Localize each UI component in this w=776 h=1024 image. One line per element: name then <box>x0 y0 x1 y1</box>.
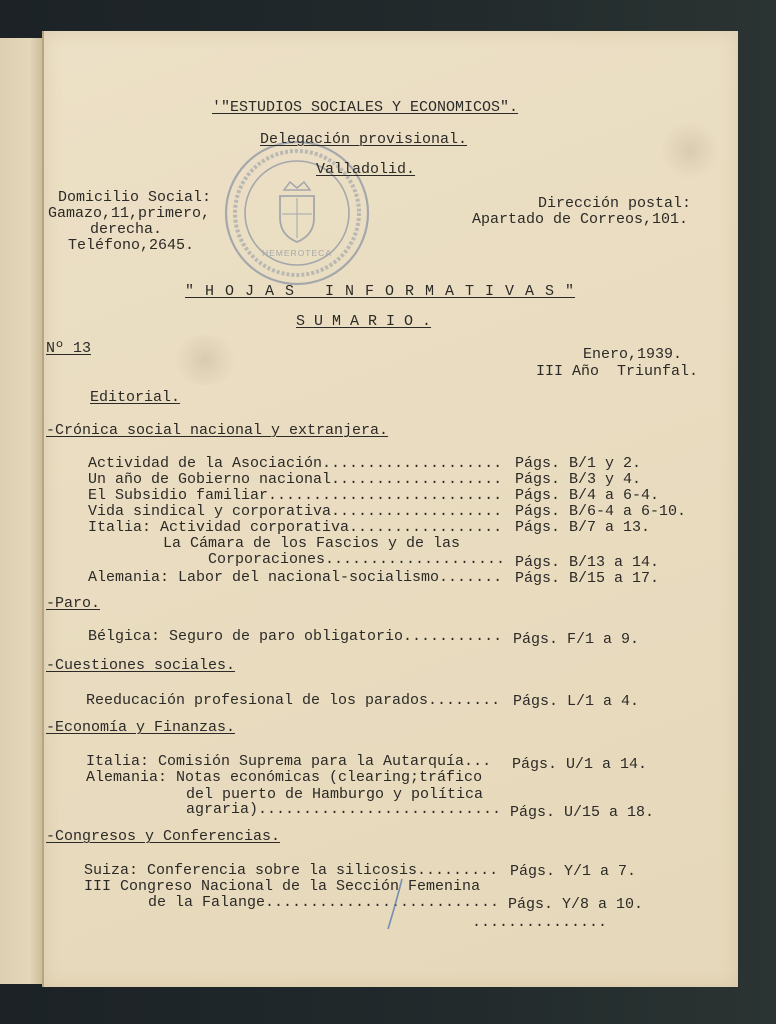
postal-label: Dirección postal: <box>538 195 692 212</box>
toc-entry-pages: Págs. B/7 a 13. <box>515 519 651 536</box>
toc-entry-title: Actividad de la Asociación.................... <box>88 456 503 472</box>
summary-heading: S U M A R I O . <box>296 313 432 330</box>
toc-entry-title: Vida sindical y corporativa................... <box>88 504 503 520</box>
toc-entry-title: Reeducación profesional de los parados........ <box>86 693 501 709</box>
toc-entry-pages: Págs. B/13 a 14. <box>515 554 660 571</box>
toc-entry-pages: Págs. Y/8 a 10. <box>508 896 644 913</box>
toc-entry-pages: Págs. B/4 a 6-4. <box>515 487 660 504</box>
toc-entry-pages: Págs. Y/1 a 7. <box>510 863 637 880</box>
city-line: Valladolid. <box>316 161 416 178</box>
delegation-line: Delegación provisional. <box>260 131 468 148</box>
issue-era: III Año Triunfal. <box>536 363 699 380</box>
postal-box: Apartado de Correos,101. <box>472 211 689 228</box>
toc-entry-title: Italia: Comisión Suprema para la Autarquía... <box>86 754 492 770</box>
toc-entry-pages: Págs. B/15 a 17. <box>515 570 660 587</box>
trailing-leader-dots: ............... <box>472 914 608 931</box>
phone-number: Teléfono,2645. <box>68 237 195 254</box>
publication-name: " H O J A S I N F O R M A T I V A S " <box>185 283 576 300</box>
toc-editorial: Editorial. <box>90 389 181 406</box>
toc-entry-title: Bélgica: Seguro de paro obligatorio........... <box>88 629 503 645</box>
toc-entry-title: Un año de Gobierno nacional................... <box>88 472 503 488</box>
toc-entry-pages: Págs. U/1 a 14. <box>512 756 648 773</box>
toc-entry-title: La Cámara de los Fascios y de las <box>163 535 461 552</box>
pen-mark <box>380 875 410 935</box>
paper-stain <box>170 335 240 385</box>
toc-entry-pages: Págs. B/6-4 a 6-10. <box>515 503 687 520</box>
toc-entry-title-continuation: de la Falange.......................... <box>148 895 500 911</box>
toc-entry-title-continuation: Corporaciones.................... <box>208 552 506 568</box>
toc-entry-title-continuation: agraria)........................... <box>186 802 502 818</box>
toc-entry-title: Italia: Actividad corporativa................. <box>88 520 503 536</box>
section-heading: -Paro. <box>46 595 101 612</box>
section-heading: -Cuestiones sociales. <box>46 657 236 674</box>
section-heading: -Economía y Finanzas. <box>46 719 236 736</box>
domicilio-street: Gamazo,11,primero, <box>48 205 211 222</box>
toc-entry-title: III Congreso Nacional de la Sección Femenina <box>84 878 481 895</box>
toc-entry-title: Suiza: Conferencia sobre la silicosis......... <box>84 863 499 879</box>
toc-entry-title-continuation: del puerto de Hamburgo y política <box>186 786 484 803</box>
section-heading: -Congresos y Conferencias. <box>46 828 281 845</box>
domicilio-floor: derecha. <box>90 221 163 238</box>
toc-entry-pages: Págs. F/1 a 9. <box>513 631 640 648</box>
paper-stain <box>660 120 720 180</box>
toc-entry-pages: Págs. B/1 y 2. <box>515 455 642 472</box>
stamp-text: HEMEROTECA <box>262 248 332 258</box>
domicilio-label: Domicilio Social: <box>58 189 212 206</box>
toc-entry-title: Alemania: Labor del nacional-socialismo....... <box>88 570 503 586</box>
document-title: '"ESTUDIOS SOCIALES Y ECONOMICOS". <box>212 99 519 116</box>
toc-entry-title: El Subsidio familiar.......................... <box>88 488 503 504</box>
toc-entry-title: Alemania: Notas económicas (clearing;tráfico <box>86 769 483 786</box>
toc-entry-pages: Págs. B/3 y 4. <box>515 471 642 488</box>
toc-entry-pages: Págs. U/15 a 18. <box>510 804 655 821</box>
previous-page-edge <box>0 38 42 984</box>
section-heading: -Crónica social nacional y extranjera. <box>46 422 389 439</box>
toc-entry-pages: Págs. L/1 a 4. <box>513 693 640 710</box>
issue-number: Nº 13 <box>46 340 92 357</box>
issue-date: Enero,1939. <box>583 346 683 363</box>
